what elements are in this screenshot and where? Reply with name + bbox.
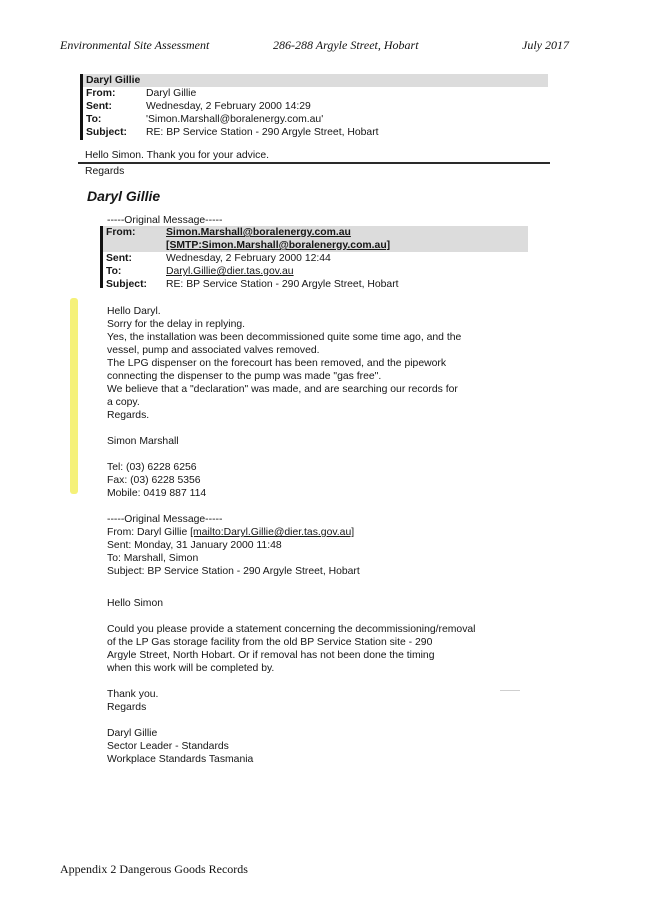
email3-greeting: Hello Simon — [107, 598, 164, 609]
email2-original-label: -----Original Message----- — [107, 215, 223, 226]
email2-sender-name: Simon Marshall — [107, 436, 179, 447]
email3-body-line: Could you please provide a statement concerning the decommissioning/removal — [107, 624, 476, 635]
email1-header-shade — [83, 74, 548, 87]
email2-sent-label: Sent: — [106, 253, 132, 264]
email2-body — [107, 305, 461, 500]
email2-body-line: The LPG dispenser on the forecourt has been removed, and the pipework — [107, 358, 447, 369]
email3-body-line: when this work will be completed by. — [107, 663, 275, 674]
email3-sig-name: Daryl Gillie — [107, 728, 158, 739]
email3-body-line: Argyle Street, North Hobart. Or if removal has not been done the timing — [107, 650, 435, 661]
email3-body — [107, 597, 476, 766]
email1-subject-value: RE: BP Service Station - 290 Argyle Street, Hobart — [146, 127, 379, 138]
email3-sig-org: Workplace Standards Tasmania — [107, 754, 254, 765]
email3-header — [107, 513, 360, 578]
email3-from-link: [mailto:Daryl.Gillie@dier.tas.gov.au] — [190, 527, 355, 538]
email3-body-line: of the LP Gas storage facility from the old BP Service Station site - 290 — [107, 637, 433, 648]
email3-to: To: Marshall, Simon — [107, 553, 199, 564]
email1-to-label: To: — [86, 114, 102, 125]
email1-from-label: From: — [86, 88, 116, 99]
email2-body-line: vessel, pump and associated valves removed. — [107, 345, 320, 356]
email1-regards: Regards — [85, 166, 125, 177]
email1-sent-value: Wednesday, 2 February 2000 14:29 — [146, 101, 311, 112]
header-document-title: Environmental Site Assessment — [60, 38, 210, 52]
footer-appendix-title: Appendix 2 Dangerous Goods Records — [60, 862, 248, 876]
email2-to-label: To: — [106, 266, 122, 277]
email3-original-label: -----Original Message----- — [107, 514, 223, 525]
email3-from-prefix: From: Daryl Gillie — [107, 527, 191, 538]
email2-body-line: connecting the dispenser to the pump was made "gas free". — [107, 371, 382, 382]
header-site-address: 286-288 Argyle Street, Hobart — [273, 38, 419, 52]
email2-sent-value: Wednesday, 2 February 2000 12:44 — [166, 253, 331, 264]
email1-signature: Daryl Gillie — [87, 188, 161, 204]
email1-divider — [78, 162, 550, 164]
email2-fax: Fax: (03) 6228 5356 — [107, 475, 201, 486]
email1-from-value: Daryl Gillie — [146, 88, 197, 99]
email2-body-line: a copy. — [107, 397, 140, 408]
email3-regards: Regards — [107, 702, 147, 713]
scan-speck — [500, 690, 520, 691]
email2-body-line: We believe that a "declaration" was made, and are searching our records for — [107, 384, 458, 395]
email2-tel: Tel: (03) 6228 6256 — [107, 462, 197, 473]
email2-body-line: Yes, the installation was been decommissioned quite some time ago, and the — [107, 332, 462, 343]
email3-sent: Sent: Monday, 31 January 2000 11:48 — [107, 540, 282, 551]
email2-from-smtp: [SMTP:Simon.Marshall@boralenergy.com.au] — [166, 240, 391, 251]
header-date: July 2017 — [522, 38, 569, 52]
email2-body-line: Hello Daryl. — [107, 306, 161, 317]
email3-sig-title: Sector Leader - Standards — [107, 741, 229, 752]
email1-subject-label: Subject: — [86, 127, 127, 138]
email2-from-label: From: — [106, 227, 136, 238]
highlighter-mark — [70, 298, 78, 494]
email1-body-line: Hello Simon. Thank you for your advice. — [85, 150, 270, 161]
email3-thanks: Thank you. — [107, 689, 159, 700]
email3-subject: Subject: BP Service Station - 290 Argyle Street, Hobart — [107, 566, 360, 577]
email2-subject-value: RE: BP Service Station - 290 Argyle Street, Hobart — [166, 279, 399, 290]
email2-body-line: Regards. — [107, 410, 150, 421]
email2-mobile: Mobile: 0419 887 114 — [107, 488, 207, 499]
email1-title: Daryl Gillie — [86, 75, 141, 86]
email2-from-value: Simon.Marshall@boralenergy.com.au — [166, 227, 351, 238]
email1-to-value: 'Simon.Marshall@boralenergy.com.au' — [146, 114, 324, 125]
email2-subject-label: Subject: — [106, 279, 147, 290]
email1-sent-label: Sent: — [86, 101, 112, 112]
email3-from-row — [107, 526, 360, 539]
email2-body-line: Sorry for the delay in replying. — [107, 319, 246, 330]
email2-to-value: Daryl.Gillie@dier.tas.gov.au — [166, 266, 294, 277]
